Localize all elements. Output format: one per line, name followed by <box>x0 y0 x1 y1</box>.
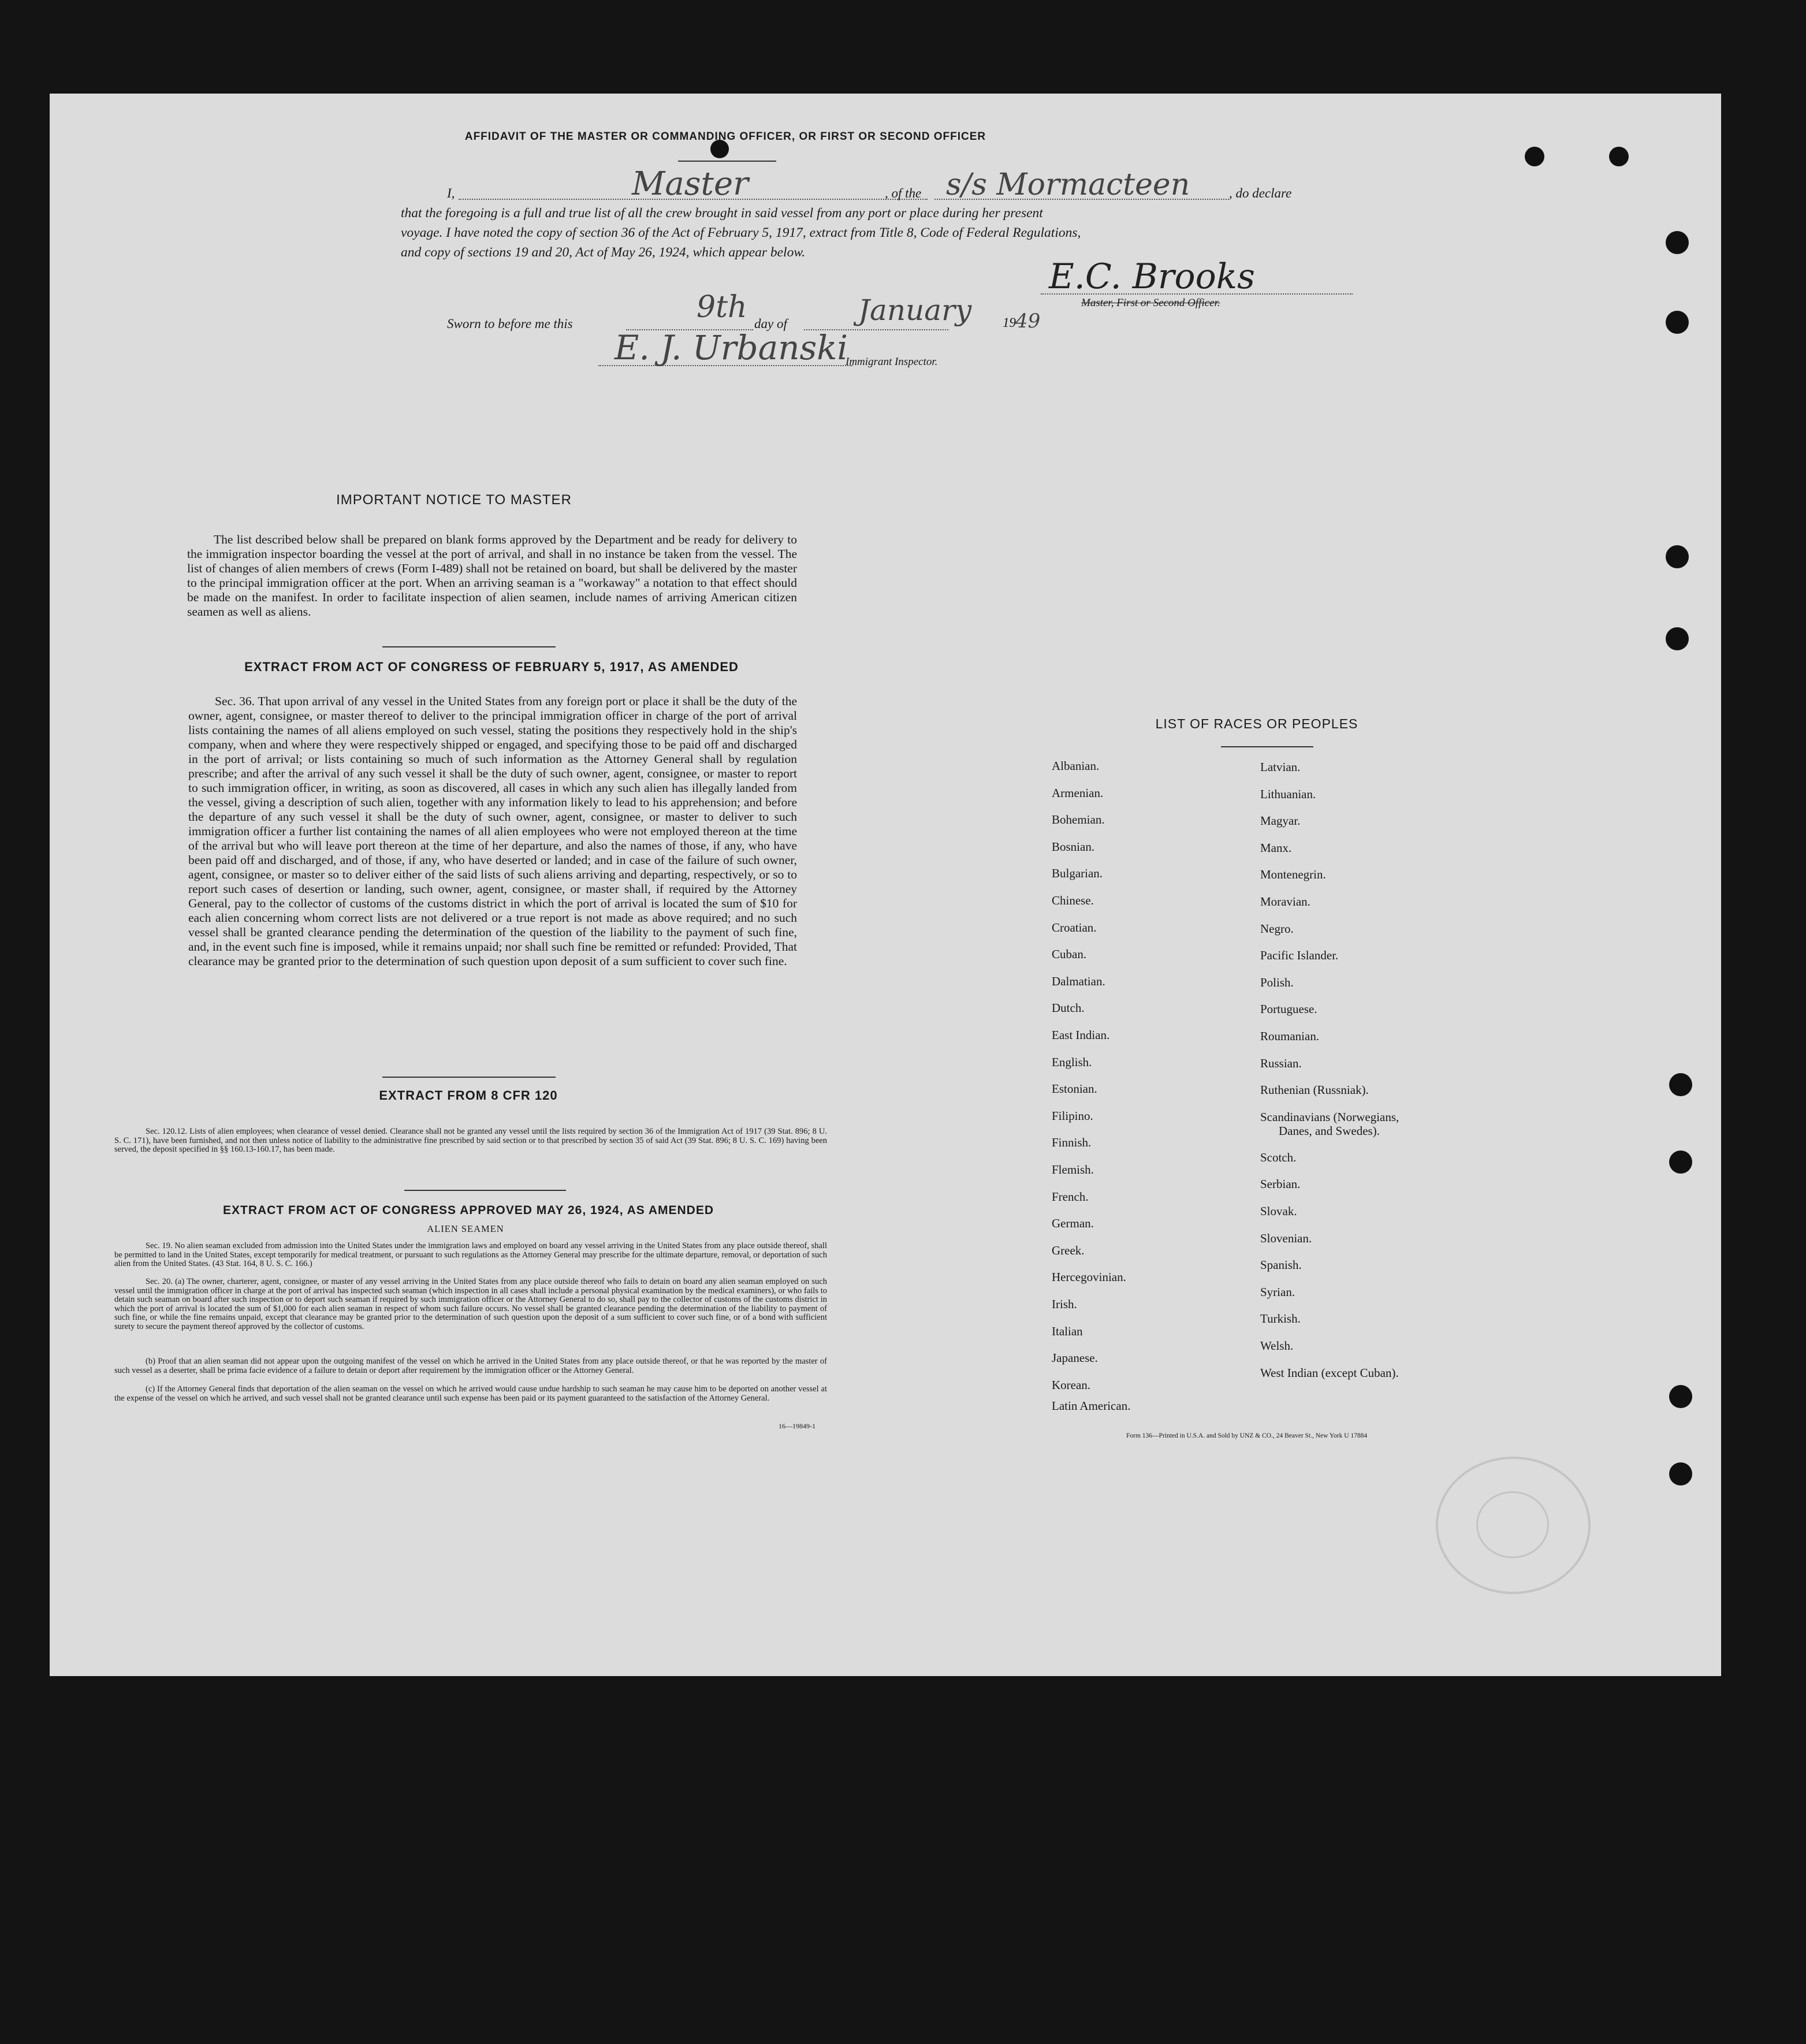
form-footer: Form 136—Printed in U.S.A. and Sold by UNZ & CO., 24 Beaver St., New York U 17884 <box>1126 1432 1368 1439</box>
race-item: Portuguese. <box>1260 1002 1317 1017</box>
punch-hole <box>1669 1073 1692 1096</box>
race-item: Estonian. <box>1052 1082 1097 1096</box>
affidavit-line: voyage. I have noted the copy of section 36 of the Act of February 5, 1917, extract from Title 8, Code of Federal Regulations, <box>401 225 1081 240</box>
sec20b-body: (b) Proof that an alien seaman did not appear upon the outgoing manifest of the vessel on which he arrived in the United States from any place outside thereof, or that he was reported by the master of such vessel as a deserter, shall be prima facie evidence of a failure to detain or deport after requirement by the immigration officer or the Attorney General. <box>114 1357 827 1375</box>
day-of-label: day of <box>754 317 787 331</box>
race-item: Magyar. <box>1260 814 1301 828</box>
punch-hole <box>1669 1151 1692 1174</box>
punch-hole <box>1666 627 1689 650</box>
punch-hole <box>1669 1385 1692 1408</box>
affidavit-heading: AFFIDAVIT OF THE MASTER OR COMMANDING OFFICER, OR FIRST OR SECOND OFFICER <box>464 131 986 143</box>
race-item: Bohemian. <box>1052 813 1105 827</box>
divider <box>382 646 556 647</box>
punch-hole <box>1666 231 1689 254</box>
race-item: Polish. <box>1260 975 1294 989</box>
notice-title: IMPORTANT NOTICE TO MASTER <box>336 492 572 508</box>
race-item: Turkish. <box>1260 1312 1301 1326</box>
sworn-label: Sworn to before me this <box>447 317 573 331</box>
extract-1917-title: EXTRACT FROM ACT OF CONGRESS OF FEBRUARY 5, 1917, AS AMENDED <box>244 660 739 674</box>
do-declare-label: , do declare <box>1229 186 1292 200</box>
sec20a-body: Sec. 20. (a) The owner, charterer, agent, consignee, or master of any vessel arriving in the United States from any place outside thereof who fails to detain on board any alien seaman employed on such vessel until the immigration officer in charge at the port of arrival has inspected such seaman (which inspection in all cases shall include a personal physical examination by the medical examiners), or who fails to detain such seaman on board after such inspection or to deport such seaman if required by such immigration officer or the Attorney General to do so, shall pay to the collector of customs of the customs district in which the port of arrival is located the sum of $1,000 for each alien seaman in respect of whom such failure occurs. No vessel shall be granted clearance pending the determination of the liability to payment of such fine, or while the fine remains unpaid, except that clearance may be granted prior to the determination of such question upon the deposit of a sum sufficient to cover such fine, or of a bond with sufficient surety to secure the payment thereof approved by the collector of customs. <box>114 1277 827 1331</box>
race-item: Spanish. <box>1260 1258 1302 1272</box>
race-item: Japanese. <box>1052 1351 1098 1365</box>
race-item: Russian. <box>1260 1056 1302 1070</box>
divider <box>678 161 776 162</box>
race-item: Dalmatian. <box>1052 974 1105 988</box>
day-handwriting: 9th <box>697 290 747 325</box>
race-item: Serbian. <box>1260 1177 1301 1192</box>
signature-caption: Master, First or Second Officer. <box>1081 297 1220 309</box>
race-item: Ruthenian (Russniak). <box>1260 1083 1369 1097</box>
race-item: German. <box>1052 1216 1094 1231</box>
cfr-title: EXTRACT FROM 8 CFR 120 <box>379 1088 558 1103</box>
position-handwriting: Master <box>632 165 749 203</box>
year-handwriting: 49 <box>1015 310 1041 333</box>
notice-body: The list described below shall be prepared on blank forms approved by the Department and be ready for delivery to the immigration inspector boarding the vessel at the port of arrival, and shall in no instance be taken from the vessel. The list of changes of alien members of crews (Form I-489) shall not be retained on board, but shall be delivered by the master to the principal immigration officer at the port. When an arriving seaman is a "workaway" a notation to that effect should be made on the manifest. In order to facilitate inspection of alien seamen, include names of arriving American citizen seamen as well as aliens. <box>187 533 797 619</box>
race-item: Syrian. <box>1260 1285 1295 1299</box>
race-item: French. <box>1052 1189 1089 1204</box>
race-item: Croatian. <box>1052 920 1097 934</box>
alien-seamen-subtitle: ALIEN SEAMEN <box>427 1223 504 1234</box>
race-item: Bosnian. <box>1052 839 1095 854</box>
race-item: Welsh. <box>1260 1339 1294 1353</box>
race-item: Manx. <box>1260 840 1292 855</box>
race-item: Latvian. <box>1260 760 1301 774</box>
race-item: Albanian. <box>1052 759 1100 773</box>
race-item: Italian <box>1052 1324 1083 1338</box>
vessel-handwriting: s/s Mormacteen <box>946 167 1190 202</box>
divider <box>1221 746 1313 747</box>
divider <box>404 1190 566 1191</box>
extract-1924-title: EXTRACT FROM ACT OF CONGRESS APPROVED MAY 26, 1924, AS AMENDED <box>222 1204 714 1217</box>
race-item: Korean. <box>1052 1377 1091 1392</box>
race-item: Montenegrin. <box>1260 868 1326 882</box>
race-item: Roumanian. <box>1260 1029 1320 1043</box>
punch-hole <box>1609 147 1629 166</box>
cfr-body: Sec. 120.12. Lists of alien employees; when clearance of vessel denied. Clearance shall not be granted any vessel until the lists required by section 36 of the Immigration Act of 1917 (39 Stat. 896; 8 U. S. C. 171), have been furnished, and not then unless notice of liability to the administrative fine prescribed by said section or to that prescribed by section 35 of said Act (39 Stat. 896; 8 U. S. C. 169) having been served, the deposit specified in §§ 160.13-160.17, has been made. <box>114 1127 827 1154</box>
race-item: Slovak. <box>1260 1204 1297 1218</box>
divider <box>382 1077 556 1078</box>
race-item: Moravian. <box>1260 895 1310 909</box>
race-item: Scandinavians (Norwegians, <box>1260 1110 1399 1124</box>
race-item: Cuban. <box>1052 947 1087 962</box>
year-label: 19 <box>1003 315 1016 330</box>
signature-line <box>1041 293 1353 295</box>
race-item: Pacific Islander. <box>1260 948 1339 963</box>
punch-hole <box>1666 545 1689 568</box>
races-title: LIST OF RACES OR PEOPLES <box>1155 716 1358 731</box>
form-code: 16—19849-1 <box>779 1422 816 1430</box>
punch-hole <box>1669 1462 1692 1485</box>
race-item: Bulgarian. <box>1052 866 1103 881</box>
sec19-body: Sec. 19. No alien seaman excluded from admission into the United States under the immigration laws and employed on board any vessel arriving in the United States from any place outside thereof, shall be permitted to land in the United States, except temporarily for medical treatment, or pursuant to such regulations as the Attorney General may prescribe for the ultimate departure, removal, or deportation of such alien from the United States. (43 Stat. 164, 8 U. S. C. 166.) <box>114 1241 827 1268</box>
inspector-caption: Immigrant Inspector. <box>846 356 938 368</box>
race-item: Finnish. <box>1052 1135 1092 1150</box>
race-item: Danes, and Swedes). <box>1279 1123 1380 1138</box>
punch-hole <box>1666 311 1689 334</box>
race-item: English. <box>1052 1055 1092 1069</box>
race-item: Filipino. <box>1052 1108 1093 1123</box>
race-item: Slovenian. <box>1260 1231 1312 1245</box>
of-the-label: , of the <box>885 186 922 200</box>
race-item: Latin American. <box>1052 1399 1131 1413</box>
race-item: East Indian. <box>1052 1028 1110 1042</box>
race-item: Negro. <box>1260 921 1294 936</box>
document-page <box>50 94 1721 1676</box>
race-item: Flemish. <box>1052 1163 1094 1176</box>
affidavit-line: that the foregoing is a full and true list of all the crew brought in said vessel from any port or place during her present <box>401 206 1043 221</box>
race-item: Chinese. <box>1052 893 1094 907</box>
race-item: Irish. <box>1052 1297 1077 1311</box>
received-stamp-inner <box>1476 1491 1549 1558</box>
sec20c-body: (c) If the Attorney General finds that deportation of the alien seaman on the vessel on which he arrived would cause undue hardship to such seaman he may cause him to be deported on another vessel at the expense of the vessel on which he arrived, and such vessel shall not be granted clearance until such expense has been paid or its payment guaranteed to the satisfaction of the Attorney General. <box>114 1384 827 1403</box>
punch-hole <box>1525 147 1544 166</box>
race-item: Dutch. <box>1052 1001 1085 1015</box>
race-item: Hercegovinian. <box>1052 1270 1126 1285</box>
race-item: Lithuanian. <box>1260 787 1316 801</box>
month-handwriting: January <box>858 293 972 327</box>
signature-handwriting: E.C. Brooks <box>1049 256 1255 297</box>
race-item: West Indian (except Cuban). <box>1260 1365 1399 1380</box>
extract-1917-body: Sec. 36. That upon arrival of any vessel in the United States from any foreign port or place it shall be the duty of the owner, agent, consignee, or master thereof to deliver to the principal immigration officer in charge of the port of arrival lists containing the names of all aliens employed on such vessel, stating the positions they respectively hold in the ship's company, when and where they were respectively shipped or engaged, and specifying those to be paid off and discharged in the port of arrival; or lists containing so much of such information as the Attorney General shall by regulation prescribe; and after the arrival of any such vessel it shall be the duty of such owner, agent, consignee, or master to report to such immigration officer, in writing, as soon as discovered, all cases in which any such alien has illegally landed from the vessel, giving a description of such alien, together with any information likely to lead to his apprehension; and before the departure of any such vessel it shall be the duty of such owner, agent, consignee, or master to deliver to such immigration officer a further list containing the names of all alien employees who were not employed thereon at the time of the arrival but who will leave port thereon at the time of her departure, and also the names of those, if any, who have been paid off and discharged, and of those, if any, who have deserted or landed; and in case of the failure of such owner, agent, consignee, or master so to deliver either of the said lists of such aliens arriving and departing, respectively, or so to report such cases of desertion or landing, such owner, agent, consignee, or master shall, if required by the Attorney General, pay to the collector of customs of the customs district in which the port of arrival is located the sum of $10 for each alien concerning whom correct lists are not delivered or a true report is not made as above required; and no such vessel shall be granted clearance pending the determination of the question of the liability to the payment of such fine, and, in the event such fine is imposed, while it remains unpaid; nor shall such fine be remitted or refunded: Provided, That clearance may be granted prior to the determination of such question upon deposit of a sum sufficient to cover such fine. <box>188 694 797 968</box>
inspector-handwriting: E. J. Urbanski <box>615 328 848 367</box>
race-item: Greek. <box>1052 1243 1085 1257</box>
affidavit-line: and copy of sections 19 and 20, Act of May 26, 1924, which appear below. <box>401 245 806 260</box>
race-item: Scotch. <box>1260 1150 1297 1164</box>
affidavit-i-label: I, <box>447 186 455 200</box>
race-item: Armenian. <box>1052 785 1104 800</box>
